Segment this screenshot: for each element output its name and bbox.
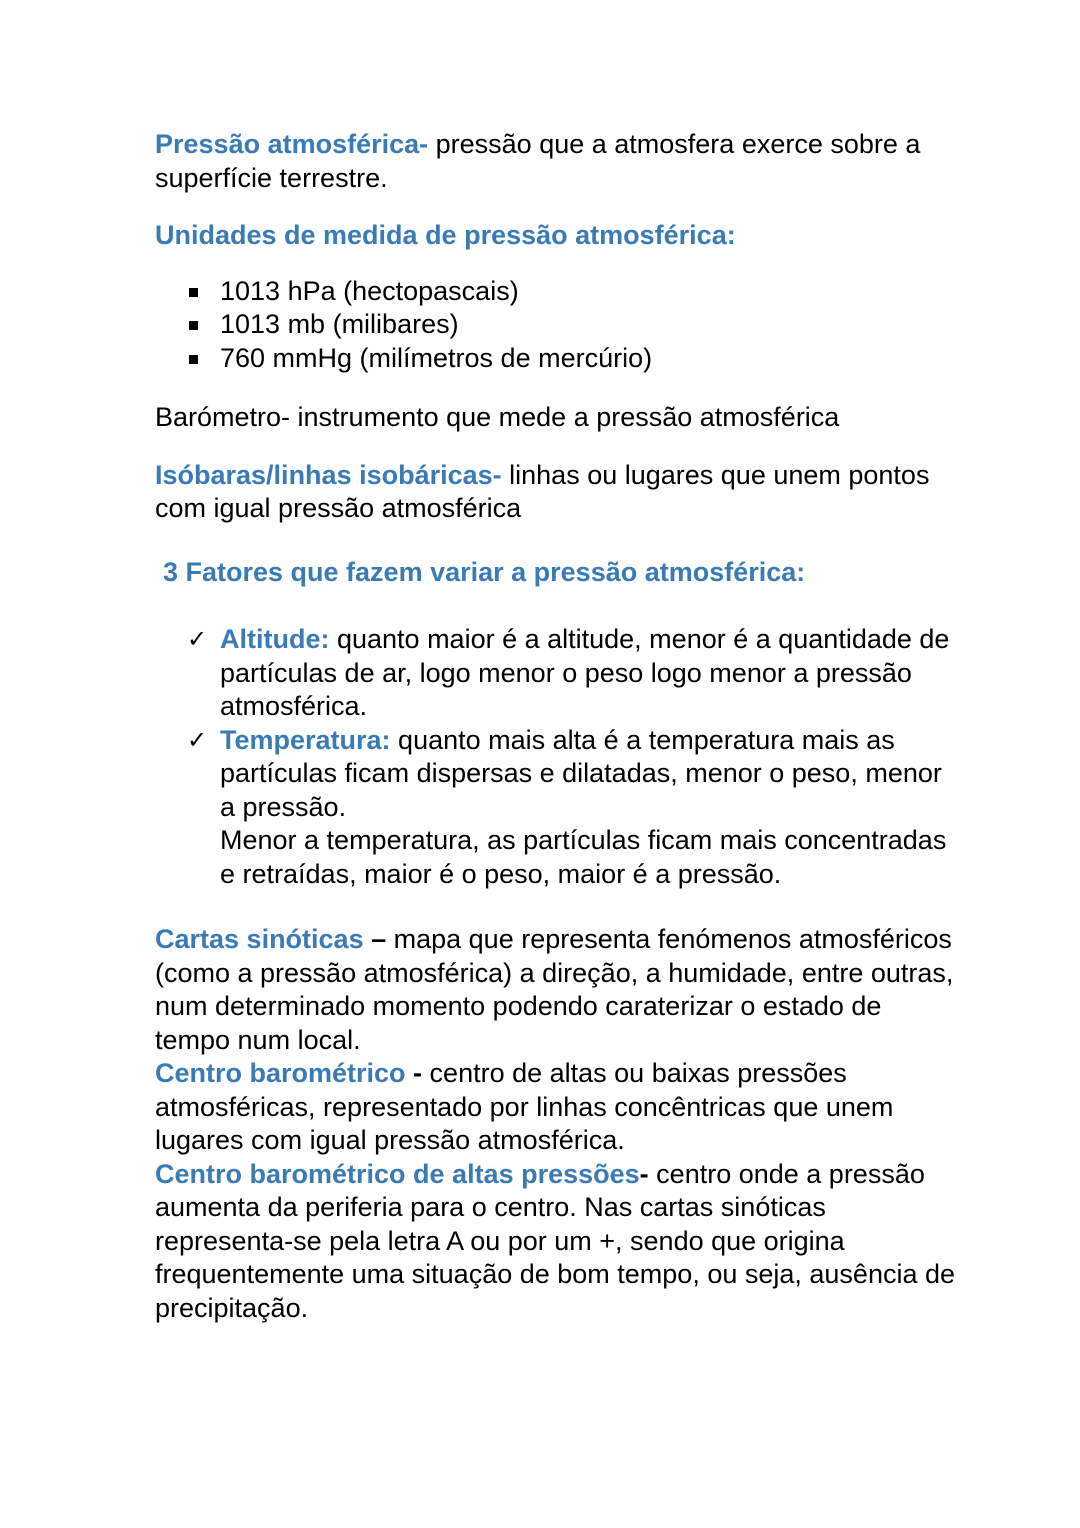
document-page xyxy=(155,128,955,1325)
unit-text: 1013 hPa (hectopascais) xyxy=(220,275,519,306)
list-item xyxy=(155,342,955,376)
square-bullet-icon xyxy=(189,288,198,297)
pressao-definition xyxy=(155,128,955,195)
centro-altas-definition xyxy=(155,1158,955,1326)
pressao-term: Pressão atmosférica- xyxy=(155,129,429,159)
centro-text: centro de altas ou baixas pressões atmosféricas, representado por linhas concêntricas que unem lugares com igual pressão atmosférica. xyxy=(155,1058,894,1155)
factor-extra-text: Menor a temperatura, as partículas ficam mais concentradas e retraídas, maior é o peso, maior é a pressão. xyxy=(220,825,947,889)
centro-definition xyxy=(155,1057,955,1158)
factor-text: quanto mais alta é a temperatura mais as partículas ficam dispersas e dilatadas, menor o peso, menor a pressão. xyxy=(220,724,942,822)
barometro-definition: Barómetro- instrumento que mede a pressão atmosférica xyxy=(155,402,840,432)
cartas-term: Cartas sinóticas xyxy=(155,924,364,954)
isobaras-text: linhas ou lugares que unem pontos com igual pressão atmosférica xyxy=(155,459,930,523)
unidades-heading: Unidades de medida de pressão atmosférica: xyxy=(155,220,736,250)
cartas-dash: – xyxy=(363,924,394,954)
centro-altas-term: Centro barométrico de altas pressões xyxy=(155,1158,640,1189)
square-bullet-icon xyxy=(189,355,198,364)
centro-altas-dash: - xyxy=(639,1158,649,1189)
isobaras-definition xyxy=(155,459,955,526)
unit-text: 760 mmHg (milímetros de mercúrio) xyxy=(220,342,653,373)
list-item xyxy=(155,724,955,892)
cartas-text: mapa que representa fenómenos atmosféricos (como a pressão atmosférica) a direção, a humidade, entre outras, num determinado momento podendo caraterizar o estado de tempo num local. xyxy=(155,924,954,1055)
list-item xyxy=(155,308,955,342)
fatores-heading: 3 Fatores que fazem variar a pressão atmosférica: xyxy=(163,556,806,587)
unit-text: 1013 mb (milibares) xyxy=(220,309,459,339)
definitions-block xyxy=(155,923,955,1325)
factor-term: Temperatura: xyxy=(220,724,391,755)
isobaras-term: Isóbaras/linhas isobáricas- xyxy=(155,459,502,490)
checkmark-icon: ✓ xyxy=(187,725,208,754)
fatores-list xyxy=(155,623,955,891)
centro-term: Centro barométrico xyxy=(155,1058,406,1088)
centro-altas-text: centro onde a pressão aumenta da periferia para o centro. Nas cartas sinóticas representa-se pela letra A ou por um +, sendo que origina frequentemente uma situação de bom tempo, ou seja, ausência de precipitação. xyxy=(155,1158,956,1323)
list-item xyxy=(155,623,955,724)
pressao-text: pressão que a atmosfera exerce sobre a superfície terrestre. xyxy=(155,129,921,193)
centro-dash: - xyxy=(405,1058,430,1088)
factor-text: quanto maior é a altitude, menor é a quantidade de partículas de ar, logo menor o peso logo menor a pressão atmosférica. xyxy=(220,624,950,721)
factor-term: Altitude: xyxy=(220,624,330,654)
unidades-list xyxy=(155,275,955,376)
checkmark-icon: ✓ xyxy=(187,625,208,653)
cartas-definition xyxy=(155,923,955,1057)
square-bullet-icon xyxy=(189,321,198,330)
list-item xyxy=(155,275,955,309)
